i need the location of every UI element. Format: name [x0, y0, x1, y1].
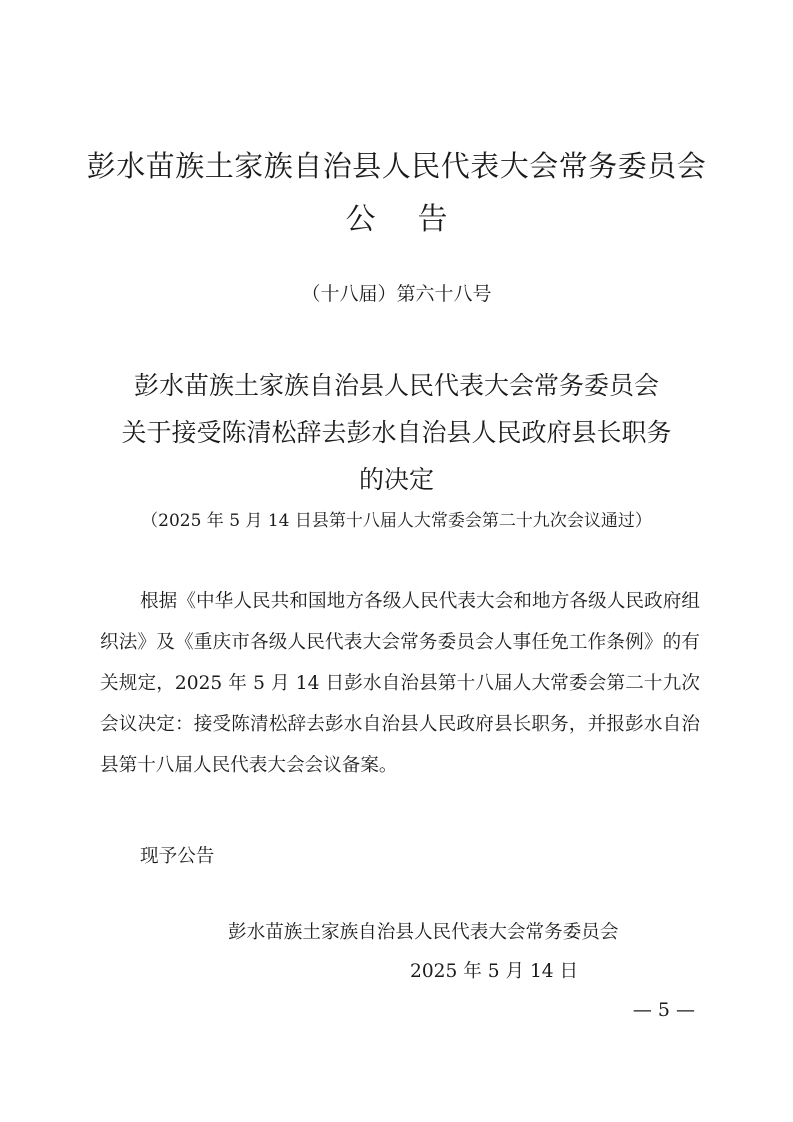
decision-title-line-1: 彭水苗族土家族自治县人民代表大会常务委员会 — [133, 371, 659, 400]
notice-heading: 公告 — [345, 202, 490, 237]
signature-date: 2025 年 5 月 14 日 — [410, 961, 579, 982]
organization-title: 彭水苗族土家族自治县人民代表大会常务委员会 — [86, 149, 707, 183]
decision-title — [0, 362, 793, 503]
adoption-note: （2025 年 5 月 14 日县第十八届人大常委会第二十九次会议通过） — [141, 511, 652, 531]
decision-title-line-2: 关于接受陈清松辞去彭水自治县人民政府县长职务 — [121, 418, 672, 447]
decision-title-line-3: 的决定 — [358, 465, 434, 494]
document-number: （十八届）第六十八号 — [301, 283, 492, 305]
body-paragraph: 根据《中华人民共和国地方各级人民代表大会和地方各级人民政府组织法》及《重庆市各级人民代表大会常务委员会人事任免工作条例》的有关规定，2025 年 5 月 14 日彭水自治县第十八届人大常委会第二十九次会议决定：接受陈清松辞去彭水自治县人民政府县长职务，并报彭水自治县第十八届人民代表大会会议备案。 — [100, 591, 700, 776]
signature-organization: 彭水苗族土家族自治县人民代表大会常务委员会 — [228, 922, 619, 943]
closing-statement: 现予公告 — [140, 846, 215, 867]
page-number: — 5 — — [632, 999, 695, 1021]
